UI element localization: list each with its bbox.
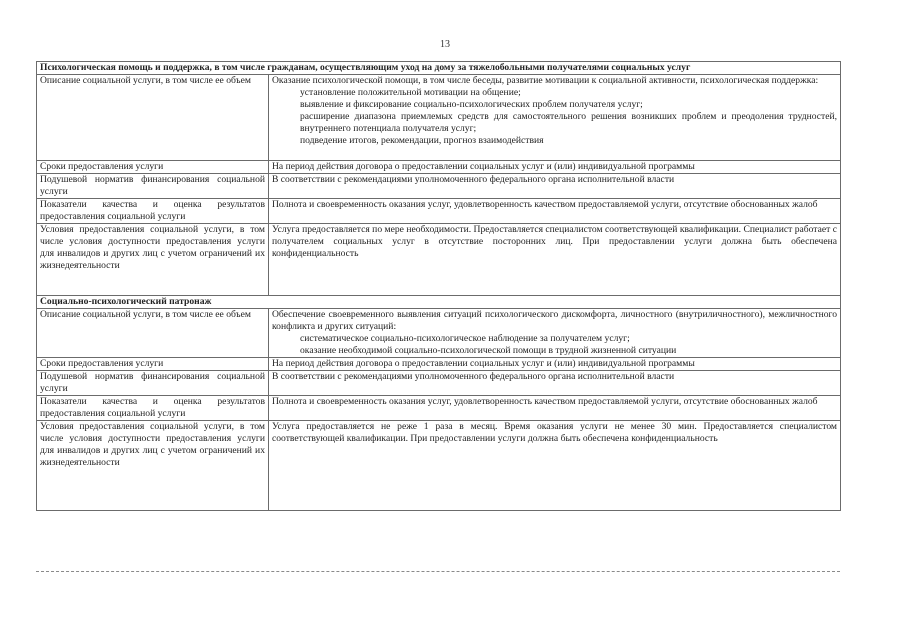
row-label: Подушевой норматив финансирования социальной услуги bbox=[37, 174, 269, 199]
row-content: Услуга предоставляется по мере необходимости. Предоставляется специалистом соответствующей квалификации. Специалист работает с получателем социальных услуг в отсутствие посторонних лиц. При предоставлении услуги должна быть обеспечена конфиденциальность bbox=[269, 224, 841, 296]
section-title: Социально-психологический патронаж bbox=[37, 296, 841, 309]
row-content bbox=[269, 309, 841, 358]
row-label: Показатели качества и оценка результатов предоставления социальной услуги bbox=[37, 199, 269, 224]
table-row bbox=[37, 421, 841, 511]
table-row bbox=[37, 396, 841, 421]
section-header-row bbox=[37, 62, 841, 75]
list-item: систематическое социально-психологическое наблюдение за получателем услуг; bbox=[300, 333, 630, 344]
table-row bbox=[37, 358, 841, 371]
list-item: подведение итогов, рекомендации, прогноз взаимодействия bbox=[300, 135, 544, 146]
row-label: Описание социальной услуги, в том числе ее объем bbox=[37, 309, 269, 358]
table-row bbox=[37, 309, 841, 358]
table-row bbox=[37, 224, 841, 296]
row-intro: Обеспечение своевременного выявления ситуаций психологического дискомфорта, личностного (внутриличностного), межличностного конфликта и других ситуаций: bbox=[272, 309, 838, 332]
row-content: В соответствии с рекомендациями уполномоченного федерального органа исполнительной власти bbox=[269, 174, 841, 199]
row-label: Условия предоставления социальной услуги, в том числе условия доступности предоставления услуги для инвалидов и других лиц с учетом ограничений их жизнедеятельности bbox=[37, 421, 269, 511]
section-header-row bbox=[37, 296, 841, 309]
row-label: Сроки предоставления услуги bbox=[37, 161, 269, 174]
list-item: оказание необходимой социально-психологической помощи в трудной жизненной ситуации bbox=[300, 345, 677, 356]
table-row bbox=[37, 199, 841, 224]
row-label: Подушевой норматив финансирования социальной услуги bbox=[37, 371, 269, 396]
bottom-divider bbox=[36, 571, 840, 572]
row-content: В соответствии с рекомендациями уполномоченного федерального органа исполнительной власти bbox=[269, 371, 841, 396]
list-item: выявление и фиксирование социально-психологических проблем получателя услуг; bbox=[300, 99, 643, 110]
page-number: 13 bbox=[440, 39, 450, 50]
list-item: расширение диапазона приемлемых средств для самостоятельного решения возникших проблем и преодоления трудностей, внутреннего потенциала получателя услуг; bbox=[300, 111, 838, 134]
table-row bbox=[37, 174, 841, 199]
section-title: Психологическая помощь и поддержка, в том числе гражданам, осуществляющим уход на дому за тяжелобольными получателями социальных услуг bbox=[37, 62, 841, 75]
row-content: На период действия договора о предоставлении социальных услуг и (или) индивидуальной программы bbox=[269, 358, 841, 371]
row-label: Сроки предоставления услуги bbox=[37, 358, 269, 371]
table-row bbox=[37, 371, 841, 396]
row-content: Услуга предоставляется не реже 1 раза в месяц. Время оказания услуги не менее 30 мин. Предоставляется специалистом соответствующей квалификации. При предоставлении услуги должна быть обеспечена конфиденциальность bbox=[269, 421, 841, 511]
row-label: Условия предоставления социальной услуги, в том числе условия доступности предоставления услуги для инвалидов и других лиц с учетом ограничений их жизнедеятельности bbox=[37, 224, 269, 296]
row-content bbox=[269, 75, 841, 161]
services-table bbox=[36, 61, 841, 511]
row-intro: Оказание психологической помощи, в том числе беседы, развитие мотивации к социальной активности, психологическая поддержка: bbox=[272, 75, 819, 86]
row-label: Показатели качества и оценка результатов предоставления социальной услуги bbox=[37, 396, 269, 421]
row-content: На период действия договора о предоставлении социальных услуг и (или) индивидуальной программы bbox=[269, 161, 841, 174]
table-row bbox=[37, 161, 841, 174]
table-row bbox=[37, 75, 841, 161]
row-content: Полнота и своевременность оказания услуг, удовлетворенность качеством предоставляемой услуги, отсутствие обоснованных жалоб bbox=[269, 396, 841, 421]
list-item: установление положительной мотивации на общение; bbox=[300, 87, 521, 98]
row-content: Полнота и своевременность оказания услуг, удовлетворенность качеством предоставляемой услуги, отсутствие обоснованных жалоб bbox=[269, 199, 841, 224]
row-label: Описание социальной услуги, в том числе ее объем bbox=[37, 75, 269, 161]
